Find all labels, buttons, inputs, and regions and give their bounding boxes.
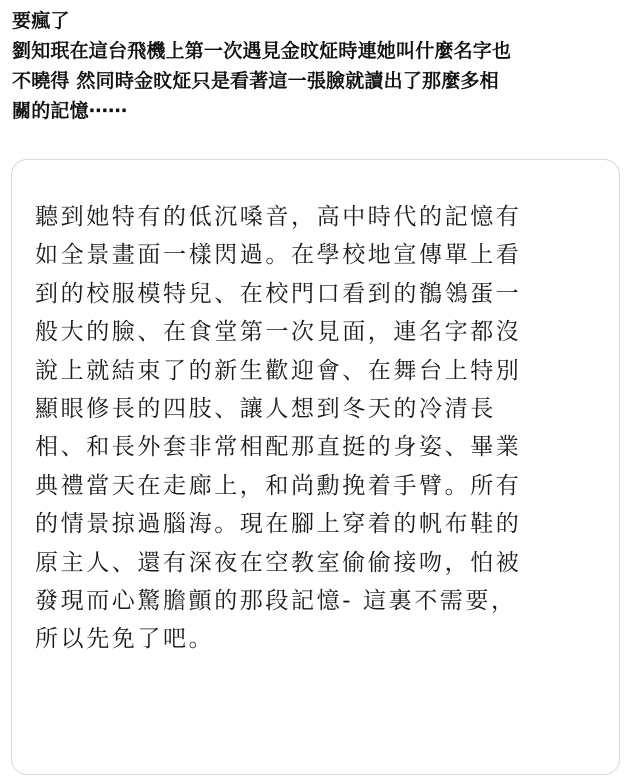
post-text-line: 不曉得 然同時金旼炡只是看著這一張臉就讀出了那麼多相 <box>12 70 499 92</box>
quoted-text-line: 發現而心驚膽顫的那段記憶- 這裏不需要， <box>35 588 517 615</box>
quoted-text-line: 所以先免了吧。 <box>35 626 215 653</box>
quoted-text <box>35 198 521 659</box>
quoted-text-line: 聽到她特有的低沉嗓音，高中時代的記憶有 <box>35 204 522 230</box>
quoted-text-line: 如全景畫面一樣閃過。在學校地宣傳單上看 <box>35 242 522 269</box>
quoted-text-line: 典禮當天在走廊上，和尚勳挽着手臂。所有 <box>35 472 522 499</box>
post-text-line: 要瘋了 <box>12 10 70 32</box>
quoted-text-line: 的情景掠過腦海。現在腳上穿着的帆布鞋的 <box>35 511 522 538</box>
post-text <box>12 6 622 126</box>
quoted-text-line: 到的校服模特兒、在校門口看到的鶺鴒蛋一 <box>35 280 522 307</box>
quoted-text-line: 顯眼修長的四肢、讓人想到冬天的冷清長 <box>35 396 496 423</box>
quoted-text-line: 般大的臉、在食堂第一次見面，連名字都沒 <box>35 319 522 346</box>
post-text-line: 關的記憶⋯⋯ <box>12 100 128 122</box>
quoted-text-line: 說上就結束了的新生歡迎會、在舞台上特別 <box>35 357 522 384</box>
post-text-line: 劉知珉在這台飛機上第一次遇見金旼炡時連她叫什麼名字也 <box>12 40 512 62</box>
quoted-image-card[interactable] <box>11 159 620 775</box>
quoted-text-line: 原主人、還有深夜在空教室偷偷接吻，怕被 <box>35 549 522 576</box>
quoted-text-line: 相、和長外套非常相配那直挺的身姿、畢業 <box>35 434 522 461</box>
